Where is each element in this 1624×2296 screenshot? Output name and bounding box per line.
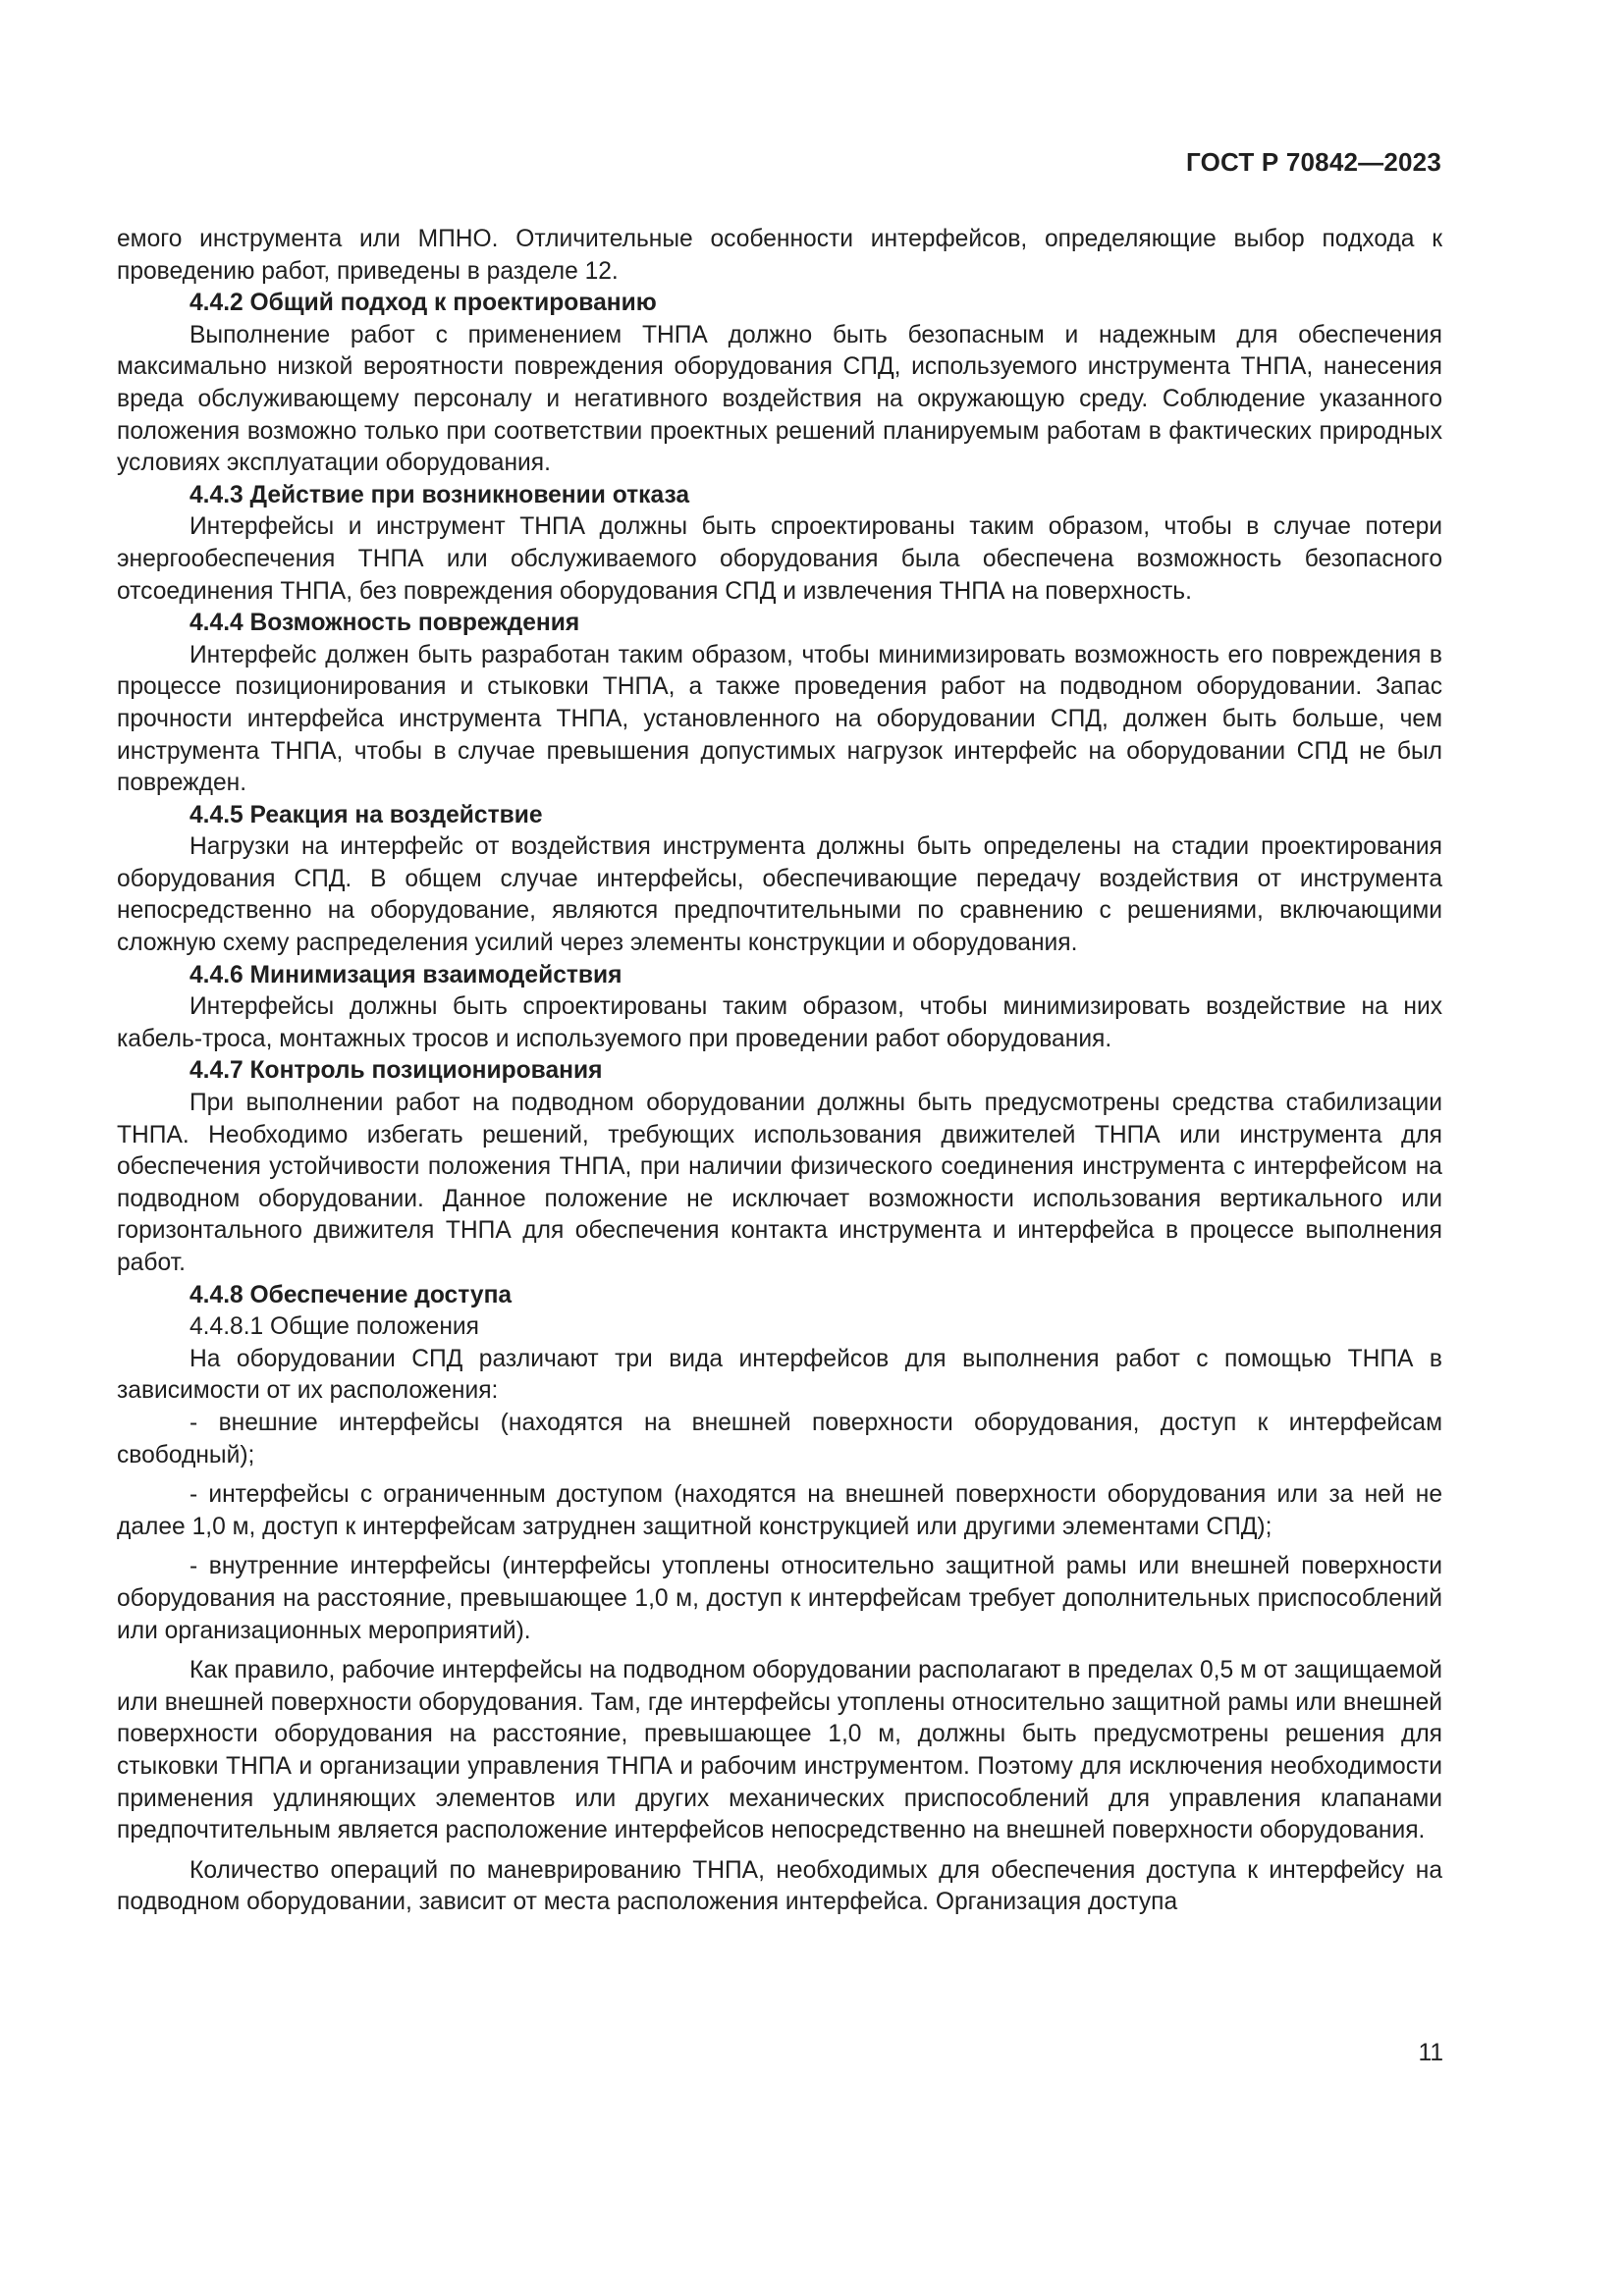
list-item-external: - внешние интерфейсы (находятся на внешней поверхности оборудования, доступ к интерфейсам свободный);: [117, 1409, 1442, 1468]
document-code: ГОСТ Р 70842—2023: [1186, 147, 1441, 177]
heading-4-4-6: 4.4.6 Минимизация взаимодействия: [189, 961, 623, 988]
paragraph-placement-rule: Как правило, рабочие интерфейсы на подводном оборудовании располагают в пределах 0,5 м от защищаемой или внешней поверхности оборудования. Там, где интерфейсы утоплены относительно защитной рамы или внешней поверхности оборудования на расстояние, превышающее 1,0 м, должны быть предусмотрены решения для стыковки ТНПА и организации управления ТНПА и рабочим инструментом. Поэтому для исключения необходимости применения удлиняющих элементов или других механических приспособлений для управления клапанами предпочтительным является расположение интерфейсов непосредственно на внешней поверхности оборудования.: [117, 1657, 1442, 1844]
heading-4-4-3: 4.4.3 Действие при возникновении отказа: [189, 481, 690, 508]
paragraph-4-4-5: Нагрузки на интерфейс от воздействия инструмента должны быть определены на стадии проектирования оборудования СПД. В общем случае интерфейсы, обеспечивающие передачу воздействия от инструмента непосредственно на оборудование, являются предпочтительными по сравнению с решениями, включающими сложную схему распределения усилий через элементы конструкции и оборудования.: [117, 833, 1442, 957]
list-item-internal: - внутренние интерфейсы (интерфейсы утоплены относительно защитной рамы или внешней поверхности оборудования на расстояние, превышающее 1,0 м, доступ к интерфейсам требует дополнительных приспособлений или организационных мероприятий).: [117, 1553, 1442, 1644]
paragraph-continuation: емого инструмента или МПНО. Отличительные особенности интерфейсов, определяющие выбор подхода к проведению работ, приведены в разделе 12.: [117, 226, 1442, 285]
document-body: [117, 224, 1442, 1919]
heading-4-4-5: 4.4.5 Реакция на воздействие: [189, 801, 543, 828]
paragraph-4-4-6: Интерфейсы должны быть спроектированы таким образом, чтобы минимизировать воздействие на них кабель-троса, монтажных тросов и используемого при проведении работ оборудования.: [117, 993, 1442, 1052]
heading-4-4-7: 4.4.7 Контроль позиционирования: [189, 1057, 603, 1085]
heading-4-4-8: 4.4.8 Обеспечение доступа: [189, 1281, 513, 1308]
heading-4-4-2: 4.4.2 Общий подход к проектированию: [189, 290, 657, 317]
list-item-limited-access: - интерфейсы с ограниченным доступом (находятся на внешней поверхности оборудования или за ней не далее 1,0 м, доступ к интерфейсам затруднен защитной конструкцией или другими элементами СПД);: [117, 1481, 1442, 1540]
paragraph-4-4-4: Интерфейс должен быть разработан таким образом, чтобы минимизировать возможность его повреждения в процессе позиционирования и стыковки ТНПА, а также проведения работ на подводном оборудовании. Запас прочности интерфейса инструмента ТНПА, установленного на оборудовании СПД, должен быть больше, чем инструмента ТНПА, чтобы в случае превышения допустимых нагрузок интерфейс на оборудовании СПД не был поврежден.: [117, 641, 1442, 797]
subheading-4-4-8-1: 4.4.8.1 Общие положения: [189, 1313, 479, 1341]
page-number: 11: [1418, 2040, 1443, 2066]
paragraph-maneuver-count: Количество операций по маневрированию ТНПА, необходимых для обеспечения доступа к интерфейсу на подводном оборудовании, зависит от места расположения интерфейса. Организация доступа: [117, 1856, 1442, 1916]
paragraph-4-4-7: При выполнении работ на подводном оборудовании должны быть предусмотрены средства стабилизации ТНПА. Необходимо избегать решений, требующих использования движителей ТНПА или инструмента для обеспечения устойчивости положения ТНПА, при наличии физического соединения инструмента с интерфейсом на подводном оборудовании. Данное положение не исключает возможности использования вертикального или горизонтального движителя ТНПА для обеспечения контакта инструмента и интерфейса в процессе выполнения работ.: [117, 1090, 1442, 1276]
paragraph-4-4-3: Интерфейсы и инструмент ТНПА должны быть спроектированы таким образом, чтобы в случае потери энергообеспечения ТНПА или обслуживаемого оборудования была обеспечена возможность безопасного отсоединения ТНПА, без повреждения оборудования СПД и извлечения ТНПА на поверхность.: [117, 513, 1442, 605]
paragraph-4-4-2: Выполнение работ с применением ТНПА должно быть безопасным и надежным для обеспечения максимально низкой вероятности повреждения оборудования СПД, используемого инструмента ТНПА, нанесения вреда обслуживающему персоналу и негативного воздействия на окружающую среду. Соблюдение указанного положения возможно только при соответствии проектных решений планируемым работам в фактических природных условиях эксплуатации оборудования.: [117, 321, 1442, 477]
heading-4-4-4: 4.4.4 Возможность повреждения: [189, 610, 580, 637]
paragraph-4-4-8-1: На оборудовании СПД различают три вида интерфейсов для выполнения работ с помощью ТНПА в зависимости от их расположения:: [117, 1345, 1442, 1405]
